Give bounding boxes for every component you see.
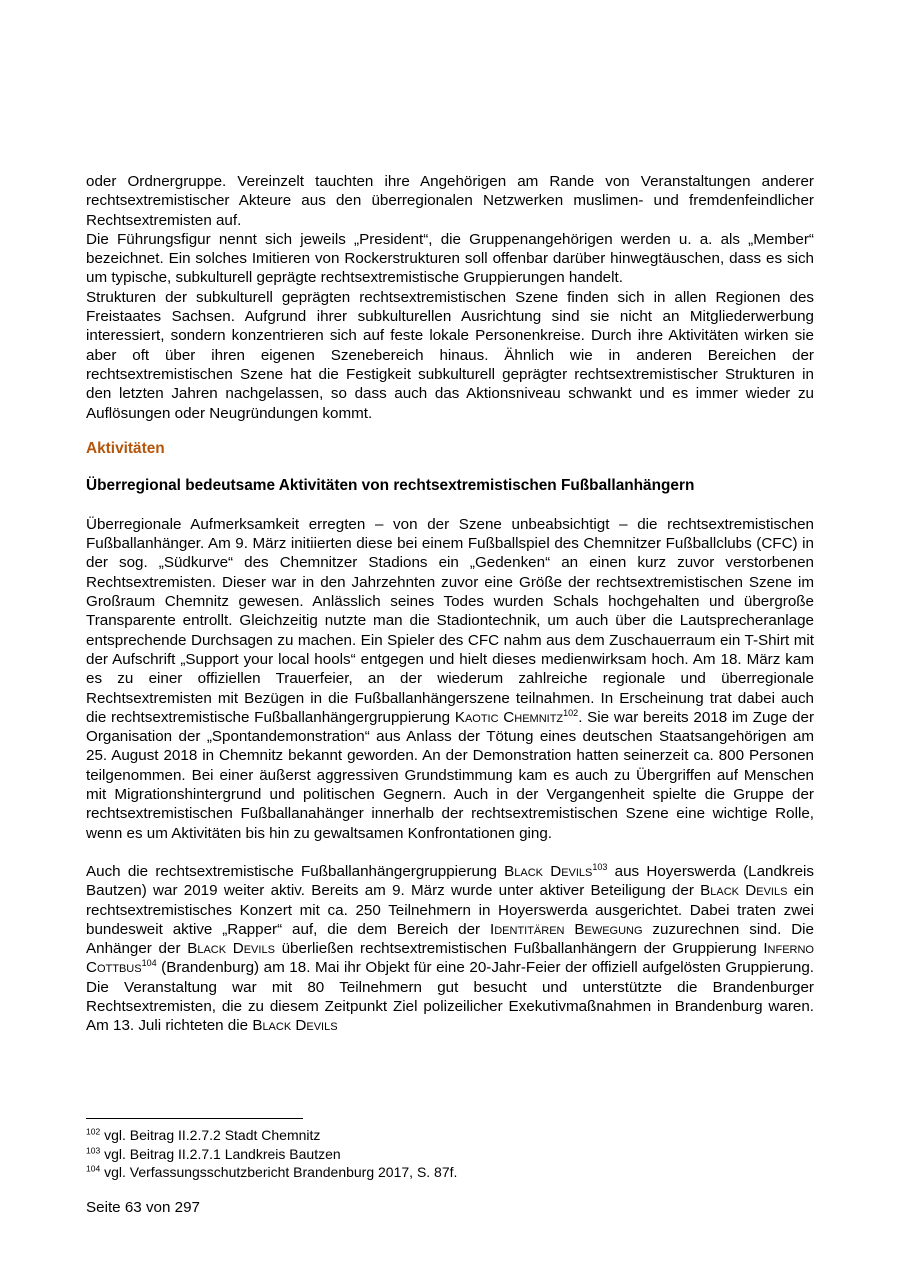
paragraph-3: Strukturen der subkulturell geprägten rechtsextremistischen Szene finden sich in allen Regionen des Freistaates Sachsen. Aufgrund ihrer subkulturellen Ausrichtung sind sie nicht an Mitgliederwerbung interessiert, sondern konzentrieren sich auf feste lokale Personenkreise. Durch ihre Aktivitäten wirken sie aber oft über ihren eigenen Szenebereich hinaus. Ähnlich wie in anderen Bereichen der rechtsextremistischen Szene hat die Festigkeit subkulturell geprägter rechtsextremistischer Strukturen in den letzten Jahren nachgelassen, so dass auch das Aktionsniveau schwankt und es immer wieder zu Auflösungen oder Neugründungen kommt. — [86, 288, 814, 422]
paragraph-4 — [86, 515, 814, 843]
footnote-number: 104 — [86, 1163, 101, 1174]
spacer — [86, 843, 814, 862]
paragraph-4-text-b: . Sie war bereits 2018 im Zuge der Organisation der „Spontandemonstration“ aus Anlass der Tötung eines deutschen Staatsangehörigen am 25. August 2018 in Chemnitz bekannt geworden. An der Demonstration hatten seinerzeit ca. 800 Personen teilgenommen. Bei einer äußerst aggressiven Grundstimmung kam es auch zu Übergriffen auf Menschen mit Migrationshintergrund und politischen Gegnern. Auch in der Vergangenheit spielte die Gruppe der rechtsextremistischen Fußballanahänger innerhalb der rechtsextremistischen Szene eine wichtige Rolle, wenn es um Aktivitäten bis hin zu gewaltsamen Konfrontationen ging. — [86, 708, 814, 842]
footnote-104 — [86, 1163, 814, 1182]
section-heading: Aktivitäten — [86, 439, 165, 457]
paragraph-2: Die Führungsfigur nennt sich jeweils „President“, die Gruppenangehörigen werden u. a. als „Member“ bezeichnet. Ein solches Imitieren von Rockerstrukturen soll offenbar darüber hinwegtäuschen, dass es sich um typische, subkulturell geprägte rechtsextremistische Gruppierungen handelt. — [86, 230, 814, 287]
org-name: Identitären Bewegung — [489, 920, 643, 938]
paragraph-5 — [86, 862, 814, 1036]
footnote-103 — [86, 1145, 814, 1164]
footnote-102 — [86, 1126, 814, 1145]
footnote-ref: 103 — [592, 861, 608, 872]
paragraph-5-text-f: (Brandenburg) am 18. Mai ihr Objekt für eine 20-Jahr-Feier der offiziell aufgelösten Gruppierung. Die Veranstaltung war mit 80 Teilnehmern gut besucht und unterstützte die Brandenburger Rechtsextremisten, die zu diesem Zeitpunkt Ziel polizeilicher Exekutivmaßnahmen in Brandenburg waren. Am 13. Juli richteten die — [86, 959, 814, 1035]
org-name: Black Devils — [187, 940, 275, 958]
org-name: Inferno Cottbus — [86, 940, 814, 977]
org-name: Black Devils — [700, 882, 788, 900]
footnote-ref: 102 — [563, 707, 579, 718]
document-body — [86, 172, 814, 1036]
paragraph-5-text-a: Auch die rechtsextremistische Fußballanhängergruppierung — [86, 862, 505, 880]
footnotes — [86, 1126, 814, 1182]
footnote-divider — [86, 1118, 303, 1119]
spacer — [86, 496, 814, 515]
footnote-number: 102 — [86, 1126, 101, 1137]
paragraph-1: oder Ordnergruppe. Vereinzelt tauchten ihre Angehörigen am Rande von Veranstaltungen anderer rechtsextremistischer Akteure aus den überregionalen Netzwerken muslimen- und fremdenfeindlicher Rechtsextremisten auf. — [86, 173, 814, 229]
paragraph-5-text-e: überließen rechtsextremistischen Fußballanhängern der Gruppierung — [274, 940, 764, 958]
footnote-text: vgl. Verfassungsschutzbericht Brandenburg 2017, S. 87f. — [100, 1164, 458, 1180]
sub-heading: Überregional bedeutsame Aktivitäten von rechtsextremistischen Fußballanhängern — [86, 476, 695, 494]
footnote-text: vgl. Beitrag II.2.7.2 Stadt Chemnitz — [100, 1127, 321, 1143]
org-name: Black Devils — [252, 1017, 338, 1035]
paragraph-5-text-b: aus Hoyerswerda (Landkreis Bautzen) war 2019 weiter aktiv. Bereits am 9. März wurde unter aktiver Beteiligung der — [86, 862, 814, 900]
page-number: Seite 63 von 297 — [86, 1199, 200, 1216]
paragraph-5-text-c: ein rechtsextremistisches Konzert mit ca. 250 Teilnehmern in Hoyerswerda ausgerichtet. Dabei traten zwei bundesweit aktive „Rapper“ auf, die dem Bereich der — [86, 882, 814, 938]
footnote-ref: 104 — [141, 958, 157, 969]
org-name: Kaotic Chemnitz — [454, 708, 564, 726]
footnote-text: vgl. Beitrag II.2.7.1 Landkreis Bautzen — [100, 1145, 341, 1162]
paragraph-4-text-a: Überregionale Aufmerksamkeit erregten – von der Szene unbeabsichtigt – die rechtsextremistischen Fußballanhänger. Am 9. März initiierten diese bei einem Fußballspiel des Chemnitzer Fußballclubs (CFC) in der sog. „Südkurve“ des Chemnitzer Stadions ein „Gedenken“ an einen kurz zuvor verstorbenen Rechtsextremisten. Dieser war in den Jahrzehnten zuvor eine Größe der rechtsextremistischen Szene im Großraum Chemnitz gewesen. Anlässlich seines Todes wurden Schals hochgehalten und übergroße Transparente entrollt. Gleichzeitig nutzte man die Stadiontechnik, um auch über die Lautsprecheranlage entsprechende Durchsagen zu machen. Ein Spieler des CFC nahm aus dem Zuschauerraum ein T-Shirt mit der Aufschrift „Support your local hools“ entgegen und hielt dieses medienwirksam hoch. Am 18. März kam es zu einer offiziellen Trauerfeier, an der wiederum zahlreiche regionale und überregionale Rechtsextremisten mit Bezügen in die Fußballanhängerszene teilnahmen. In Erscheinung trat dabei auch die rechtsextremistische Fußballanhängergruppierung — [86, 515, 814, 726]
footnote-number: 103 — [86, 1144, 101, 1155]
org-name: Black Devils — [504, 862, 593, 880]
paragraph-5-text-d: zuzurechnen sind. Die Anhänger der — [86, 920, 814, 958]
